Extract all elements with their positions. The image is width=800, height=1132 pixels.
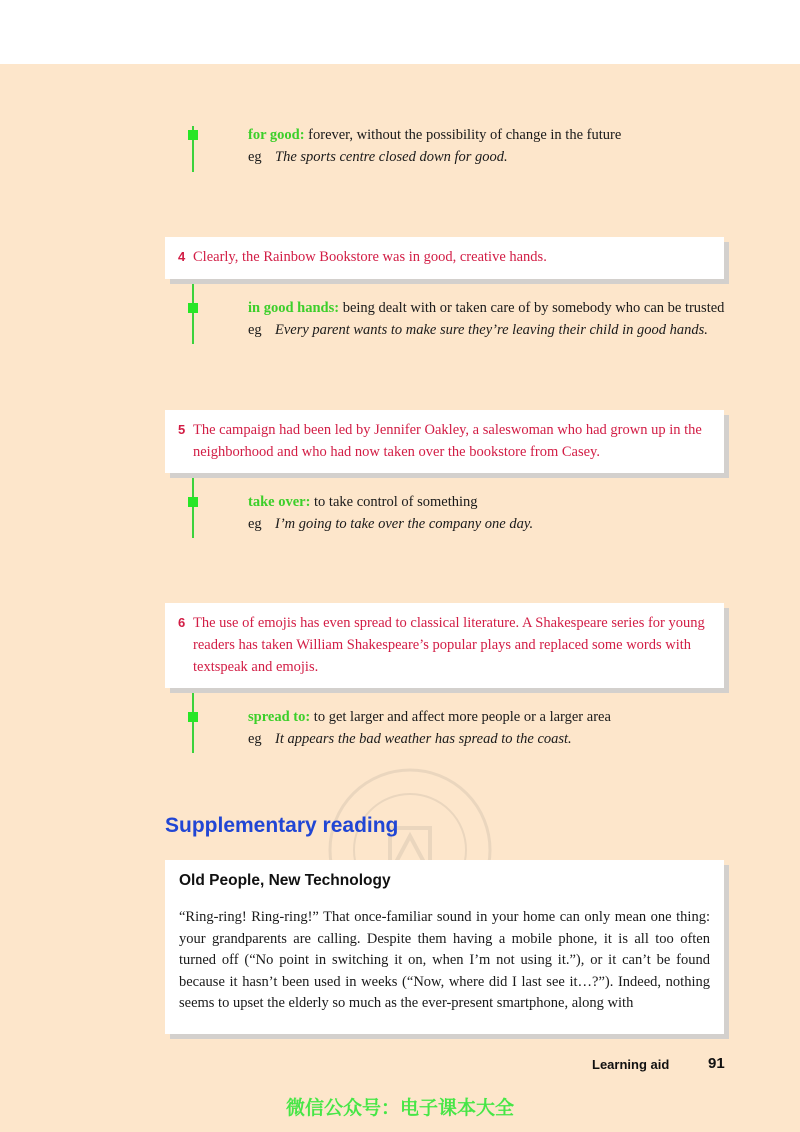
- definition-bar: [192, 478, 194, 538]
- example-line: [248, 149, 508, 166]
- definition-line: [248, 494, 478, 511]
- example-text: I’m going to take over the company one day.: [275, 516, 534, 532]
- definition-block: [0, 707, 800, 755]
- definition-meaning: forever, without the possibility of change in the future: [308, 127, 622, 143]
- sentence-box: [165, 237, 724, 279]
- watermark-text: 微信公众号：电子课本大全: [285, 1097, 514, 1119]
- example-line: [248, 731, 572, 748]
- definition-meaning: being dealt with or taken care of by somebody who can be trusted: [342, 300, 725, 316]
- definition-line: [248, 709, 611, 726]
- sentence-box: [165, 603, 724, 688]
- article-title: Old People, New Technology: [179, 872, 391, 889]
- sentence-text: The campaign had been led by Jennifer Oakley, a saleswoman who had grown up in the neighborhood and who had now taken over the bookstore from Casey.: [193, 422, 702, 460]
- footer-section-label: Learning aid: [592, 1057, 670, 1072]
- definition-term: for good:: [248, 127, 305, 143]
- definition-bullet-icon: [188, 712, 198, 722]
- definition-block: [0, 298, 800, 346]
- eg-label: eg: [248, 149, 262, 165]
- sentence-number: 6: [178, 615, 186, 630]
- example-line: [248, 322, 708, 339]
- definition-meaning: to take control of something: [314, 494, 478, 510]
- definition-bar: [192, 693, 194, 753]
- sentence-number: 5: [178, 422, 186, 437]
- definition-term: in good hands:: [248, 300, 340, 316]
- eg-label: eg: [248, 516, 262, 532]
- definition-line: [248, 127, 621, 144]
- definition-block: [0, 492, 800, 540]
- page-number: 91: [708, 1055, 725, 1072]
- sentence-text: Clearly, the Rainbow Bookstore was in good, creative hands.: [193, 249, 547, 265]
- definition-line: [248, 300, 724, 317]
- definition-term: spread to:: [248, 709, 311, 725]
- definition-block: [0, 126, 800, 174]
- reading-box: [165, 860, 724, 1034]
- example-text: The sports centre closed down for good.: [275, 149, 508, 165]
- example-line: [248, 516, 533, 533]
- section-title: Supplementary reading: [165, 814, 399, 837]
- definition-term: take over:: [248, 494, 311, 510]
- definition-meaning: to get larger and affect more people or a larger area: [313, 709, 611, 725]
- definition-bullet-icon: [188, 497, 198, 507]
- article-body: “Ring-ring! Ring-ring!” That once-familiar sound in your home can only mean one thing: your grandparents are calling. Despite them having a mobile phone, it is all too often turned off (“No point in switching it on, when I’m not using it.”), or it can’t be found because it hasn’t been used in weeks (“Now, where did I last see it…?”). Indeed, nothing seems to upset the elderly so much as the ever-present smartphone, along with: [179, 909, 710, 1011]
- example-text: Every parent wants to make sure they’re leaving their child in good hands.: [275, 322, 708, 338]
- sentence-number: 4: [178, 249, 186, 264]
- eg-label: eg: [248, 322, 262, 338]
- example-text: It appears the bad weather has spread to the coast.: [275, 731, 572, 747]
- sentence-box: [165, 410, 724, 473]
- eg-label: eg: [248, 731, 262, 747]
- sentence-text: The use of emojis has even spread to classical literature. A Shakespeare series for young readers has taken William Shakespeare’s popular plays and replaced some words with textspeak and emojis.: [193, 615, 705, 675]
- definition-bullet-icon: [188, 303, 198, 313]
- definition-bullet-icon: [188, 130, 198, 140]
- definition-bar: [192, 284, 194, 344]
